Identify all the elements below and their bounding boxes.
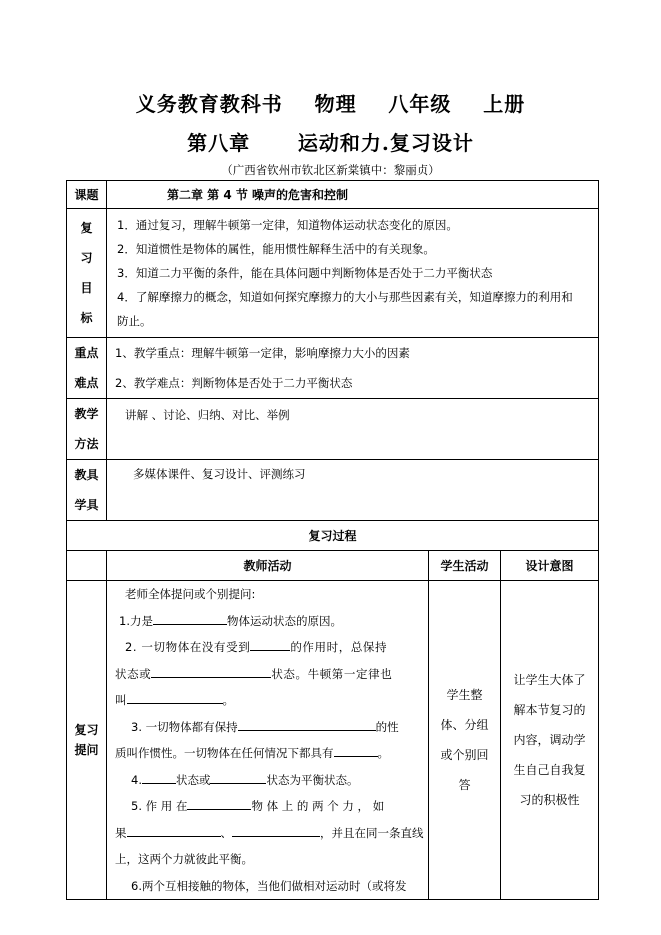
goals-label-char: 习 [80,251,93,265]
question-3-cont [115,740,422,767]
methods-value: 讲解 、讨论、归纳、对比、举例 [107,399,599,460]
goal-item: 4．了解摩擦力的概念，知道如何探究摩擦力的大小与那些因素有关，知道摩擦力的利用和 [117,290,573,304]
chapter-title: 第八章 运动和力.复习设计 [187,131,474,155]
q4-text-b: 状态或 [175,772,211,787]
q4-text-a: 4. [131,772,142,787]
teacher-activity-header: 教师活动 [107,551,429,581]
review-row [67,581,599,900]
question-5-end: 上，这两个力就彼此平衡。 [115,852,253,866]
tools-label [67,460,107,521]
question-2 [115,634,422,661]
q2-text-d: 状态。牛顿第一定律也 [271,666,393,681]
design-intent-line: 习的积极性 [519,793,580,807]
question-3 [115,714,422,741]
keypoints-content [107,338,599,399]
goals-content [107,209,599,338]
author-line: （广西省钦州市钦北区新棠镇中：黎丽贞） [221,163,440,177]
teacher-questions [107,581,429,900]
goals-row [67,209,599,338]
q3-text-b: 的性 [375,719,399,734]
methods-label-line: 方法 [74,437,99,451]
design-intent-line: 解本节复习的 [513,703,586,717]
answer-blank [334,744,378,757]
question-5-cont [115,820,422,847]
review-label [67,581,107,900]
keypoints-label [67,338,107,399]
keypoints-label-line: 重点 [74,346,99,360]
design-intent-header: 设计意图 [501,551,599,581]
goals-label [67,209,107,338]
topic-value: 第二章 第 4 节 噪声的危害和控制 [107,181,599,209]
design-intent-line: 内容，调动学 [513,733,586,747]
q2-text-a: 2. 一切物体在没有受到 [125,640,251,654]
tools-value: 多媒体课件、复习设计、评测练习 [107,460,599,521]
answer-blank [238,718,376,731]
q3-text-d: 。 [377,746,389,760]
goal-item: 1．通过复习，理解牛顿第一定律，知道物体运动状态变化的原因。 [117,218,458,232]
review-intro: 老师全体提问或个别提问: [125,587,256,601]
topic-label: 课题 [67,181,107,209]
question-6: 6.两个互相接触的物体，当他们做相对运动时（或将发 [131,878,407,893]
student-activity-line: 或个别回 [440,748,489,762]
student-activity-line: 学生整 [446,688,483,702]
q4-text-c: 状态为平衡状态。 [266,772,359,787]
tools-label-line: 学具 [74,498,99,512]
answer-blank [127,824,221,837]
goal-item: 防止。 [117,314,152,328]
answer-blank [232,824,320,837]
design-intent-line: 让学生大体了 [513,673,586,687]
q5-text-d: 、 [220,825,232,840]
q1-text-b: 物体运动状态的原因。 [226,613,342,628]
process-title-row [67,521,599,551]
student-activity-line: 答 [458,778,471,792]
methods-label-line: 教学 [74,407,99,421]
q1-text-a: 1.力是 [119,613,153,628]
q5-text-b: 物 体 上 的 两 个 力 ， 如 [251,799,385,813]
empty-header-cell [67,551,107,581]
q2-text-b: 的作用时，总保持 [290,640,388,654]
answer-blank [127,691,223,704]
answer-blank [153,612,227,625]
design-intent [501,581,599,900]
answer-blank [210,771,266,784]
lesson-plan-table [66,180,599,900]
methods-label [67,399,107,460]
student-activity-header: 学生活动 [429,551,501,581]
goals-label-char: 目 [80,281,93,295]
q3-text-c: 质叫作惯性。一切物体在任何情况下都具有 [115,746,334,760]
question-1 [115,608,422,635]
review-label-line: 提问 [74,743,99,757]
q5-text-c: 果 [115,825,127,840]
process-title: 复习过程 [67,521,599,551]
answer-blank [250,638,290,651]
keypoints-label-line: 难点 [74,376,99,390]
answer-blank [142,771,176,784]
process-header-row [67,551,599,581]
q5-text-e: ，并且在同一条直线 [320,825,424,840]
goals-label-char: 复 [80,221,93,235]
question-2-end [115,687,422,714]
goal-item: 3．知道二力平衡的条件，能在具体问题中判断物体是否处于二力平衡状态 [117,266,493,280]
keypoints-row [67,338,599,399]
question-2-cont [115,661,422,688]
q2-text-c: 状态或 [115,666,152,681]
methods-row [67,399,599,460]
design-intent-line: 生自己自我复 [513,763,586,777]
review-label-line: 复习 [74,723,99,737]
tools-label-line: 教具 [74,468,99,482]
question-4 [115,767,422,794]
tools-row [67,460,599,521]
question-5 [115,793,422,820]
keypoint-item: 1、教学重点：理解牛顿第一定律，影响摩擦力大小的因素 [115,346,410,360]
q2-text-f: 。 [222,693,234,707]
q3-text-a: 3. 一切物体都有保持 [131,719,238,734]
goals-label-char: 标 [80,311,93,325]
answer-blank [151,665,271,678]
student-activity-line: 体、分组 [440,718,489,732]
q2-text-e: 叫 [115,693,127,707]
keypoint-item: 2、教学难点：判断物体是否处于二力平衡状态 [115,376,353,390]
q5-text-a: 5. 作 用 在 [131,799,188,813]
goal-item: 2．知道惯性是物体的属性，能用惯性解释生活中的有关现象。 [117,242,435,256]
answer-blank [187,797,251,810]
student-activity [429,581,501,900]
document-title: 义务教育教科书 物理 八年级 上册 [135,92,526,116]
topic-row [67,181,599,209]
